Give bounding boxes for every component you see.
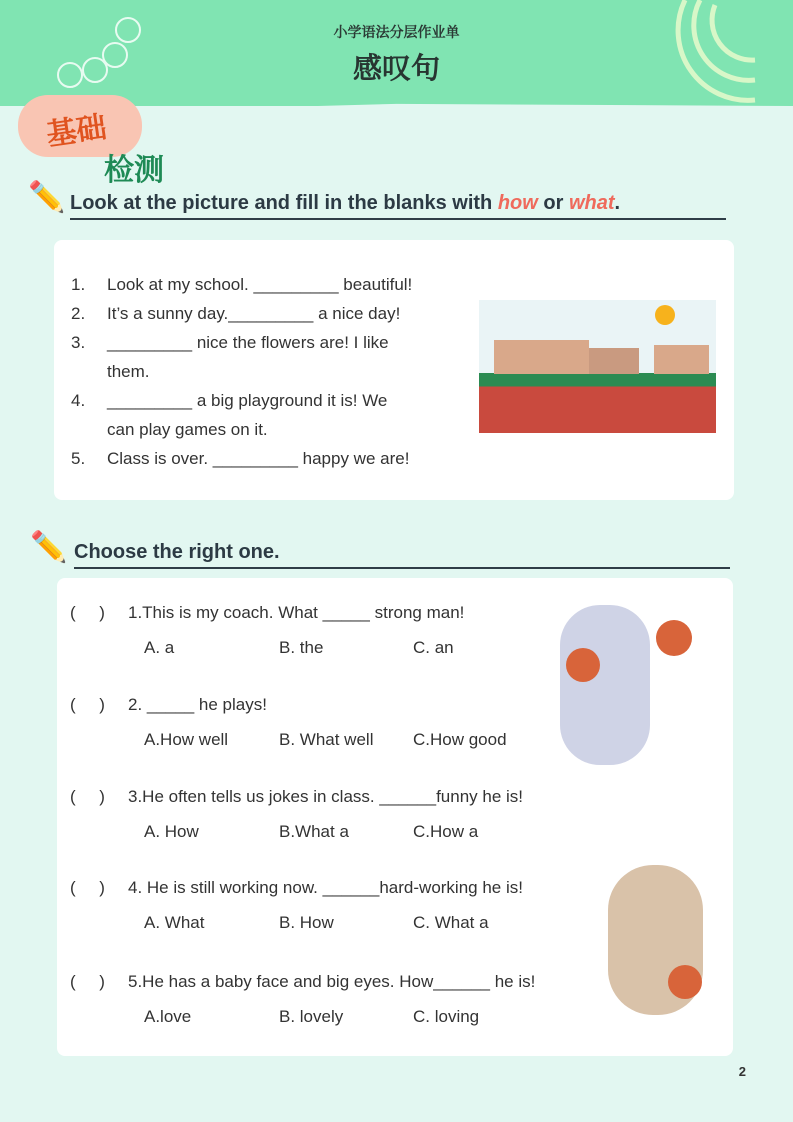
list-item: 5. Class is over. _________ happy we are!	[71, 449, 410, 468]
answer-bracket[interactable]: ( )	[70, 878, 105, 897]
decorative-swirl-icon	[50, 10, 145, 90]
page-number: 2	[738, 1064, 746, 1079]
basketball-icon	[668, 965, 702, 999]
option-c: C.How a	[413, 822, 479, 841]
option-c: C. loving	[413, 1007, 480, 1026]
question-text: 4. He is still working now. ______hard-working he is!	[128, 878, 523, 897]
option-a: A.How well	[144, 730, 229, 749]
answer-bracket[interactable]: ( )	[70, 695, 105, 714]
option-c: C. an	[413, 638, 454, 657]
answer-bracket[interactable]: ( )	[70, 603, 105, 622]
option-b: B. What well	[279, 730, 374, 749]
answer-bracket[interactable]: ( )	[70, 787, 105, 806]
option-b: B.What a	[279, 822, 349, 841]
section2-title: Choose the right one.	[74, 541, 730, 569]
decorative-arcs-icon	[655, 0, 770, 105]
option-c: C.How good	[413, 730, 507, 749]
option-a: A.love	[144, 1007, 192, 1026]
pencil-icon: ✏️	[28, 181, 66, 214]
worksheet-subtitle: 小学语法分层作业单	[333, 24, 460, 40]
school-playground-image	[479, 300, 716, 433]
option-a: A. What	[144, 913, 205, 932]
question-text: 5.He has a baby face and big eyes. How______ he is!	[128, 972, 536, 991]
basketball-icon	[566, 648, 600, 682]
answer-bracket[interactable]: ( )	[70, 972, 105, 991]
option-c: C. What a	[413, 913, 489, 932]
section1-title: Look at the picture and fill in the blanks with how or what.	[70, 192, 726, 220]
pencil-icon: ✏️	[30, 531, 68, 564]
list-item: can play games on it.	[107, 420, 268, 439]
list-item: them.	[107, 362, 150, 381]
question-text: 1.This is my coach. What _____ strong man!	[128, 603, 465, 622]
option-b: B. the	[279, 638, 324, 657]
list-item: 3. _________ nice the flowers are! I like	[71, 333, 389, 352]
question-text: 2. _____ he plays!	[128, 695, 267, 714]
list-item: 2. It’s a sunny day._________ a nice day!	[71, 304, 401, 323]
option-b: B. lovely	[279, 1007, 344, 1026]
option-b: B. How	[279, 913, 334, 932]
worksheet-title: 感叹句	[352, 53, 440, 85]
level-badge: 基础	[44, 110, 109, 152]
section-label: 检测	[104, 154, 164, 187]
option-a: A. a	[144, 638, 175, 657]
question-text: 3.He often tells us jokes in class. ______funny he is!	[128, 787, 524, 806]
basketball-icon	[656, 620, 692, 656]
list-item: 1. Look at my school. _________ beautiful!	[71, 275, 413, 294]
option-a: A. How	[144, 822, 199, 841]
coach-illustration	[560, 605, 650, 765]
list-item: 4. _________ a big playground it is! We	[71, 391, 388, 410]
